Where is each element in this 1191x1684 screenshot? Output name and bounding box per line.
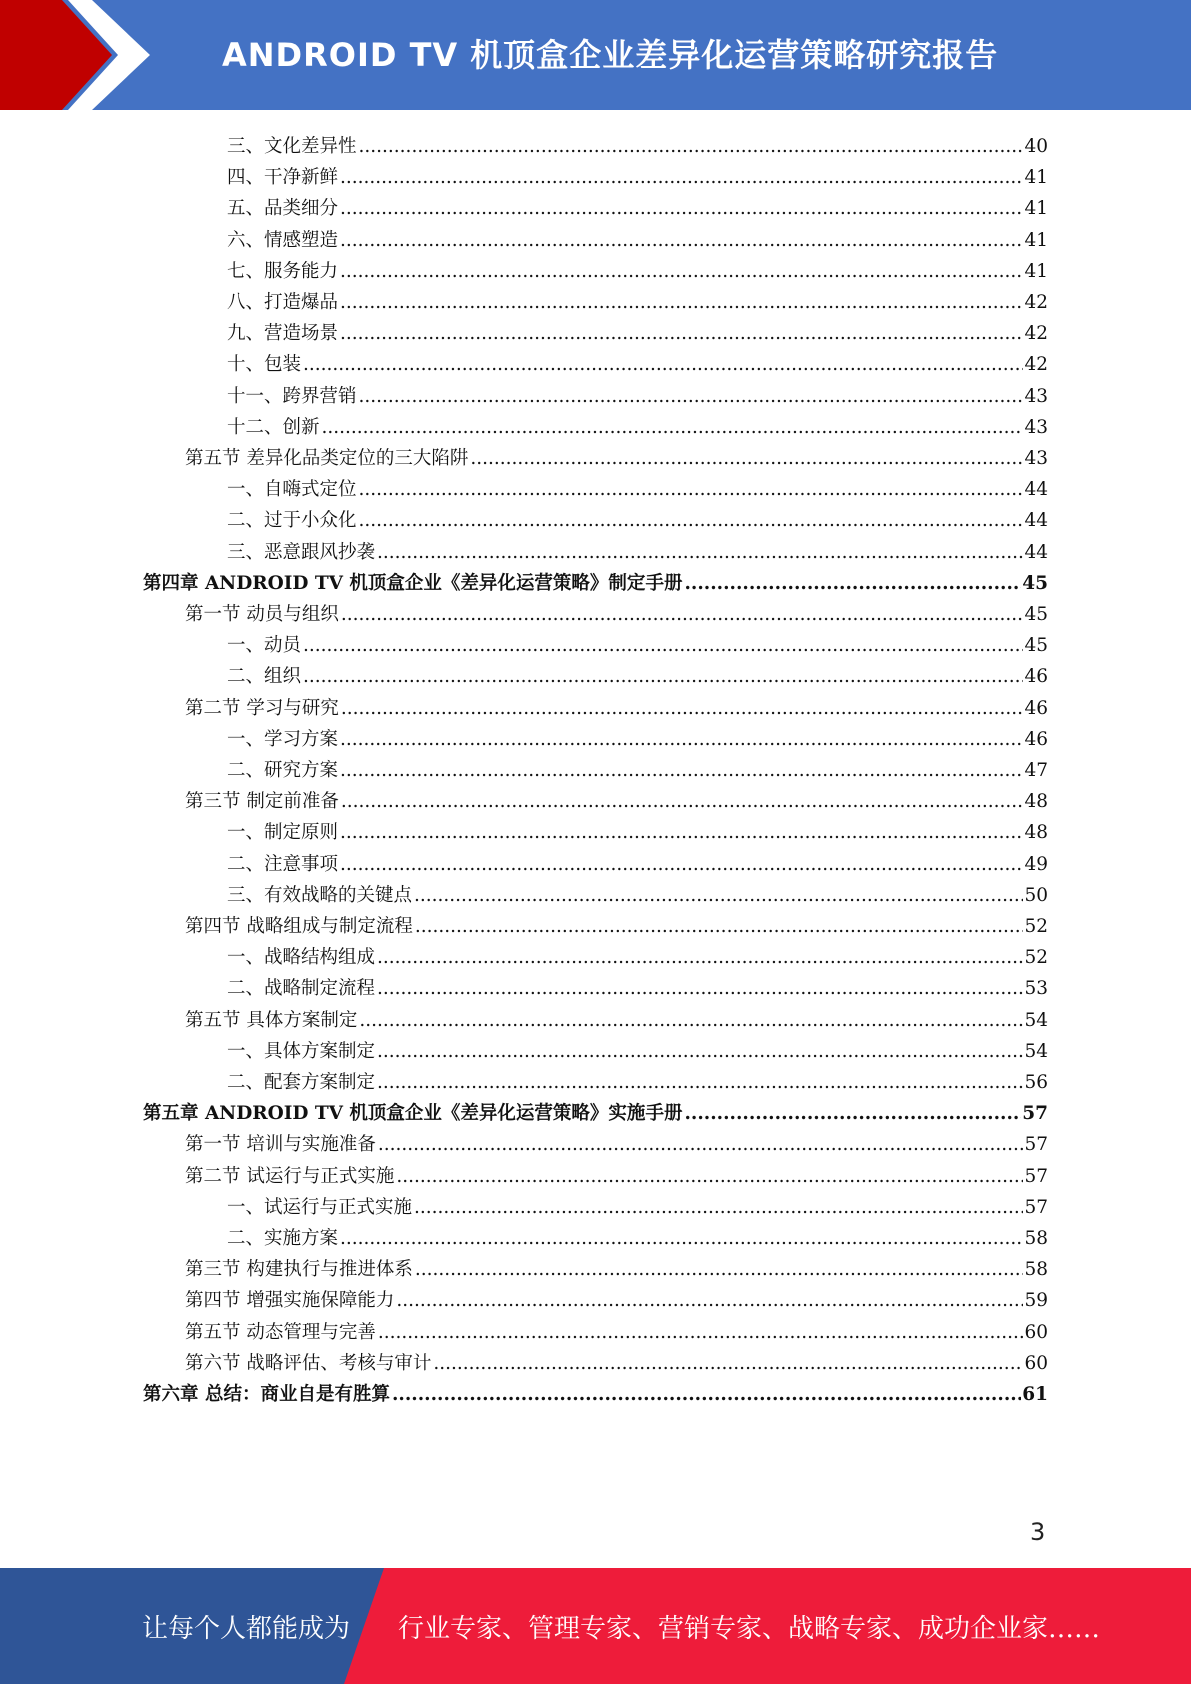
toc-page-number: 59 <box>1024 1290 1048 1312</box>
toc-entry-label: 第三节 制定前准备 <box>185 791 339 813</box>
toc-page-number: 52 <box>1024 916 1048 937</box>
toc-subsection-entry[interactable] <box>227 658 1048 689</box>
toc-dot-leader <box>340 853 1023 877</box>
toc-entry-label: 三、恶意跟风抄袭 <box>227 541 376 563</box>
toc-dot-leader <box>396 1165 1023 1189</box>
toc-dot-leader <box>392 1383 1021 1407</box>
toc-page-number: 57 <box>1024 1165 1048 1187</box>
header-banner <box>0 0 1191 110</box>
toc-dot-leader <box>359 135 1024 159</box>
toc-page-number: 46 <box>1024 728 1048 750</box>
toc-dot-leader <box>303 665 1023 689</box>
toc-entry-label: 十二、创新 <box>227 416 320 438</box>
toc-dot-leader <box>322 416 1024 440</box>
toc-dot-leader <box>414 884 1023 908</box>
toc-entry-label: 一、学习方案 <box>227 728 339 750</box>
toc-section-entry[interactable] <box>185 783 1048 814</box>
toc-section-entry[interactable] <box>185 1345 1048 1376</box>
toc-entry-label: 第一节 培训与实施准备 <box>185 1134 376 1156</box>
toc-dot-leader <box>415 1258 1024 1282</box>
toc-dot-leader <box>684 1102 1021 1126</box>
toc-entry-label: 一、动员 <box>227 635 302 657</box>
toc-subsection-entry[interactable] <box>227 471 1048 502</box>
toc-entry-label: 二、过于小众化 <box>227 510 357 532</box>
toc-subsection-entry[interactable] <box>227 814 1048 845</box>
toc-entry-label: 二、配套方案制定 <box>227 1072 376 1093</box>
toc-entry-label: 一、自嗨式定位 <box>227 479 357 501</box>
toc-subsection-entry[interactable] <box>227 315 1048 346</box>
toc-dot-leader <box>359 1009 1023 1033</box>
toc-subsection-entry[interactable] <box>227 939 1048 970</box>
toc-page-number: 57 <box>1022 1103 1048 1125</box>
toc-section-entry[interactable] <box>185 1158 1048 1189</box>
toc-page-number: 58 <box>1024 1228 1048 1249</box>
toc-page-number: 53 <box>1024 978 1048 1000</box>
toc-page-number: 60 <box>1024 1321 1048 1343</box>
footer-banner <box>0 1568 1191 1684</box>
toc-section-entry[interactable] <box>185 908 1048 939</box>
toc-entry-label: 二、注意事项 <box>227 853 339 875</box>
toc-page-number: 41 <box>1024 167 1048 189</box>
toc-page-number: 58 <box>1024 1259 1048 1281</box>
toc-page-number: 46 <box>1024 666 1048 688</box>
toc-subsection-entry[interactable] <box>227 284 1048 315</box>
toc-dot-leader <box>378 1321 1024 1345</box>
toc-dot-leader <box>415 915 1024 939</box>
toc-entry-label: 九、营造场景 <box>227 323 339 345</box>
toc-entry-label: 第五章 ANDROID TV 机顶盒企业《差异化运营策略》实施手册 <box>143 1103 683 1125</box>
toc-entry-label: 十、包装 <box>227 354 302 376</box>
toc-page-number: 42 <box>1024 354 1048 376</box>
toc-entry-label: 三、有效战略的关键点 <box>227 884 413 906</box>
toc-dot-leader <box>377 977 1023 1001</box>
toc-entry-label: 第一节 动员与组织 <box>185 604 339 625</box>
toc-dot-leader <box>340 260 1023 284</box>
toc-entry-label: 二、研究方案 <box>227 760 339 781</box>
toc-page-number: 54 <box>1024 1009 1048 1031</box>
toc-page-number: 44 <box>1024 510 1048 532</box>
toc-subsection-entry[interactable] <box>227 1033 1048 1064</box>
toc-entry-label: 八、打造爆品 <box>227 292 339 313</box>
toc-subsection-entry[interactable] <box>227 253 1048 284</box>
toc-dot-leader <box>303 353 1023 377</box>
toc-page-number: 45 <box>1024 604 1048 625</box>
toc-page-number: 43 <box>1024 385 1048 407</box>
toc-page-number: 49 <box>1024 853 1048 875</box>
toc-entry-label: 第四节 战略组成与制定流程 <box>185 916 413 937</box>
toc-page-number: 48 <box>1024 822 1048 844</box>
toc-subsection-entry[interactable] <box>227 970 1048 1001</box>
toc-dot-leader <box>303 634 1023 658</box>
toc-subsection-entry[interactable] <box>227 846 1048 877</box>
toc-chapter-entry[interactable] <box>143 1095 1048 1126</box>
toc-dot-leader <box>377 1071 1023 1095</box>
toc-page-number: 57 <box>1024 1134 1048 1156</box>
toc-section-entry[interactable] <box>185 1002 1048 1033</box>
toc-subsection-entry[interactable] <box>227 378 1048 409</box>
toc-page-number: 45 <box>1024 635 1048 657</box>
toc-entry-label: 四、干净新鲜 <box>227 167 339 189</box>
header-arrow-decoration <box>0 0 160 110</box>
toc-section-entry[interactable] <box>185 1314 1048 1345</box>
toc-page-number: 56 <box>1024 1072 1048 1093</box>
toc-subsection-entry[interactable] <box>227 1189 1048 1220</box>
toc-entry-label: 七、服务能力 <box>227 260 339 282</box>
toc-page-number: 41 <box>1024 260 1048 282</box>
toc-dot-leader <box>340 291 1023 315</box>
toc-dot-leader <box>340 821 1023 845</box>
toc-entry-label: 二、战略制定流程 <box>227 978 376 1000</box>
toc-section-entry[interactable] <box>185 440 1048 471</box>
toc-subsection-entry[interactable] <box>227 409 1048 440</box>
toc-page-number: 40 <box>1024 136 1048 157</box>
toc-dot-leader <box>359 509 1024 533</box>
document-title: ANDROID TV 机顶盒企业差异化运营策略研究报告 <box>222 36 999 74</box>
toc-page-number: 45 <box>1022 572 1048 594</box>
toc-chapter-entry[interactable] <box>143 565 1048 596</box>
toc-page-number: 46 <box>1024 697 1048 719</box>
toc-page-number: 48 <box>1024 791 1048 813</box>
toc-page-number: 44 <box>1024 541 1048 563</box>
toc-dot-leader <box>340 197 1023 221</box>
toc-entry-label: 第五节 差异化品类定位的三大陷阱 <box>185 448 469 469</box>
toc-dot-leader <box>340 229 1023 253</box>
toc-entry-label: 一、具体方案制定 <box>227 1040 376 1062</box>
toc-page-number: 43 <box>1024 448 1048 469</box>
toc-dot-leader <box>377 541 1023 565</box>
toc-subsection-entry[interactable] <box>227 627 1048 658</box>
toc-entry-label: 第二节 学习与研究 <box>185 697 339 719</box>
toc-dot-leader <box>340 728 1023 752</box>
toc-entry-label: 十一、跨界营销 <box>227 385 357 407</box>
toc-entry-label: 一、战略结构组成 <box>227 947 376 969</box>
toc-page-number: 60 <box>1024 1352 1048 1374</box>
toc-page-number: 52 <box>1024 947 1048 969</box>
toc-section-entry[interactable] <box>185 1282 1048 1313</box>
toc-page-number: 54 <box>1024 1040 1048 1062</box>
toc-subsection-entry[interactable] <box>227 190 1048 221</box>
toc-page-number: 57 <box>1024 1196 1048 1218</box>
toc-page-number: 42 <box>1024 292 1048 313</box>
toc-subsection-entry[interactable] <box>227 534 1048 565</box>
toc-subsection-entry[interactable] <box>227 128 1048 159</box>
toc-dot-leader <box>377 1040 1023 1064</box>
toc-page-number: 43 <box>1024 416 1048 438</box>
toc-entry-label: 第四节 增强实施保障能力 <box>185 1290 395 1312</box>
toc-section-entry[interactable] <box>185 690 1048 721</box>
toc-subsection-entry[interactable] <box>227 159 1048 190</box>
toc-section-entry[interactable] <box>185 1126 1048 1157</box>
toc-entry-label: 一、制定原则 <box>227 822 339 844</box>
page-number: 3 <box>1030 1518 1046 1546</box>
toc-dot-leader <box>340 166 1023 190</box>
toc-page-number: 61 <box>1022 1384 1048 1405</box>
toc-entry-label: 第五节 具体方案制定 <box>185 1009 358 1031</box>
toc-entry-label: 一、试运行与正式实施 <box>227 1196 413 1218</box>
toc-subsection-entry[interactable] <box>227 222 1048 253</box>
toc-dot-leader <box>433 1352 1023 1376</box>
toc-subsection-entry[interactable] <box>227 1064 1048 1095</box>
toc-section-entry[interactable] <box>185 1251 1048 1282</box>
toc-dot-leader <box>684 572 1021 596</box>
toc-page-number: 41 <box>1024 229 1048 251</box>
toc-entry-label: 第二节 试运行与正式实施 <box>185 1165 395 1187</box>
toc-entry-label: 二、实施方案 <box>227 1228 339 1249</box>
toc-dot-leader <box>414 1196 1023 1220</box>
toc-dot-leader <box>340 322 1023 346</box>
footer-slogan-right: 行业专家、管理专家、营销专家、战略专家、成功企业家…… <box>398 1614 1101 1644</box>
toc-subsection-entry[interactable] <box>227 502 1048 533</box>
toc-dot-leader <box>340 759 1023 783</box>
toc-dot-leader <box>359 385 1024 409</box>
toc-section-entry[interactable] <box>185 596 1048 627</box>
toc-entry-label: 三、文化差异性 <box>227 136 357 157</box>
toc-page-number: 42 <box>1024 323 1048 345</box>
toc-dot-leader <box>340 1227 1023 1251</box>
toc-subsection-entry[interactable] <box>227 346 1048 377</box>
toc-entry-label: 第四章 ANDROID TV 机顶盒企业《差异化运营策略》制定手册 <box>143 572 683 594</box>
toc-entry-label: 五、品类细分 <box>227 198 339 220</box>
toc-chapter-entry[interactable] <box>143 1376 1048 1407</box>
toc-entry-label: 六、情感塑造 <box>227 229 339 251</box>
footer-slogan-left: 让每个人都能成为 <box>142 1614 351 1644</box>
toc-subsection-entry[interactable] <box>227 877 1048 908</box>
toc-subsection-entry[interactable] <box>227 752 1048 783</box>
toc-subsection-entry[interactable] <box>227 721 1048 752</box>
toc-dot-leader <box>341 603 1024 627</box>
toc-entry-label: 第六章 总结：商业自是有胜算 <box>143 1384 390 1405</box>
toc-entry-label: 第六节 战略评估、考核与审计 <box>185 1352 432 1374</box>
toc-dot-leader <box>396 1289 1023 1313</box>
toc-entry-label: 第三节 构建执行与推进体系 <box>185 1259 413 1281</box>
toc-entry-label: 二、组织 <box>227 666 302 688</box>
toc-dot-leader <box>470 447 1023 471</box>
toc-page-number: 50 <box>1024 884 1048 906</box>
toc-page-number: 47 <box>1024 760 1048 781</box>
toc-entry-label: 第五节 动态管理与完善 <box>185 1321 376 1343</box>
toc-dot-leader <box>341 790 1024 814</box>
toc-dot-leader <box>341 697 1024 721</box>
toc-page-number: 44 <box>1024 479 1048 501</box>
toc-dot-leader <box>359 478 1024 502</box>
toc-dot-leader <box>377 946 1023 970</box>
toc-page-number: 41 <box>1024 198 1048 220</box>
toc-dot-leader <box>378 1133 1024 1157</box>
toc-subsection-entry[interactable] <box>227 1220 1048 1251</box>
